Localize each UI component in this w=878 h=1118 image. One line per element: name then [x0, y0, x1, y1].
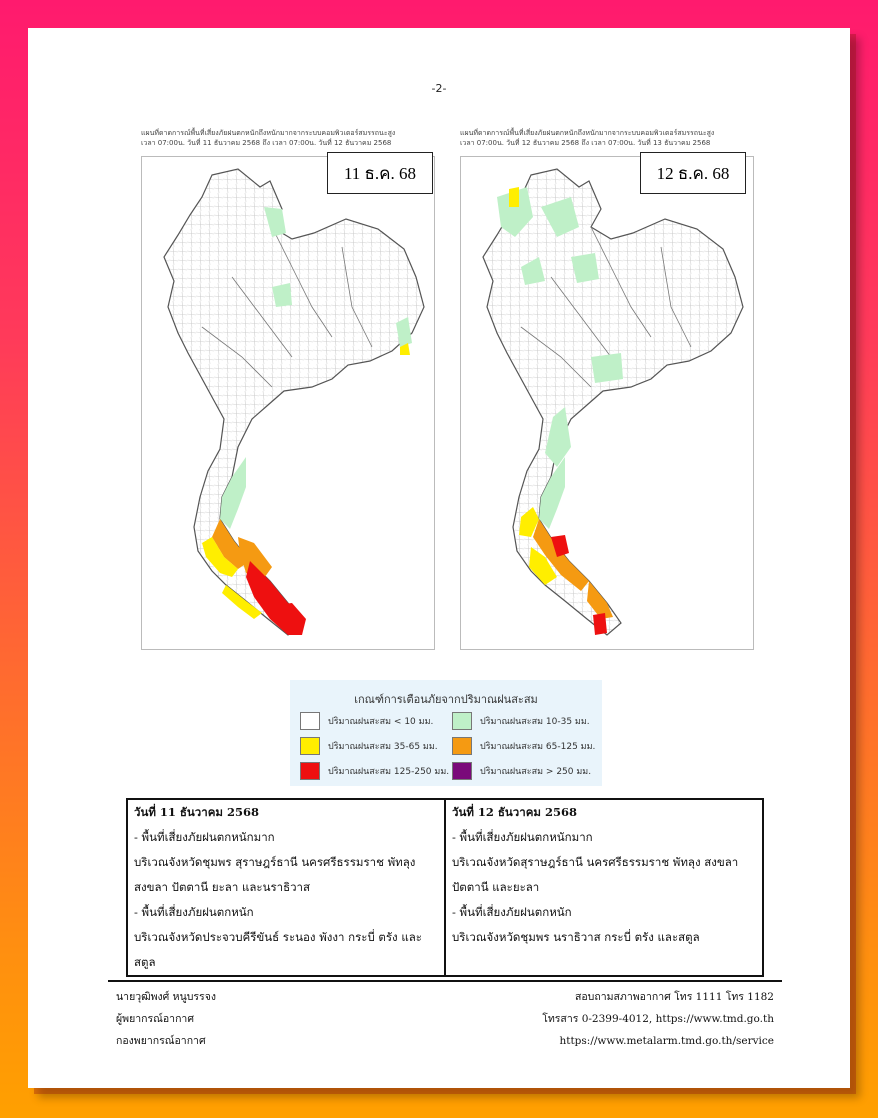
footer-right [542, 986, 774, 1052]
legend-swatch [300, 762, 320, 780]
legend-item: ปริมาณฝนสะสม < 10 มม. [300, 712, 433, 730]
day1-cell: วันที่ 11 ธันวาคม 2568 - พื้นที่เสี่ยงภัยฝนตกหนักมาก บริเวณจังหวัดชุมพร สุราษฎร์ธานี นครศรีธรรมราช พัทลุง สงขลา ปัตตานี ยะลา และนราธิวาส - พื้นที่เสี่ยงภัยฝนตกหนัก บริเวณจังหวัดประจวบคีรีขันธ์ ระนอง พังงา กระบี่ ตรัง และ สตูล [127, 799, 445, 976]
day2-cell: วันที่ 12 ธันวาคม 2568 - พื้นที่เสี่ยงภัยฝนตกหนักมาก บริเวณจังหวัดสุราษฎร์ธานี นครศรีธรรมราช พัทลุง สงขลา ปัตตานี และยะลา - พื้นที่เสี่ยงภัยฝนตกหนัก บริเวณจังหวัดชุมพร นราธิวาส กระบี่ ตรัง และสตูล [445, 799, 763, 976]
fax-website-text: โทรสาร 0-2399-4012, https://www.tmd.go.th [542, 1013, 774, 1025]
map-frame [460, 156, 754, 650]
map-caption: แผนที่ดาดการณ์พื้นที่เสี่ยงภัยฝนตกหนักถึงหนักมากจากระบบคอมพิวเตอร์สมรรถนะสูง เวลา 07:00น. วันที่ 11 ธันวาคม 2568 ถึง เวลา 07:00น. วันที่ 12 ธันวาคม 2568 [141, 129, 396, 147]
rainfall-legend [290, 680, 602, 786]
forecast-map-day2 [460, 128, 752, 648]
legend-item: ปริมาณฝนสะสม 35-65 มม. [300, 737, 438, 755]
forecaster-role: ผู้พยากรณ์อากาศ [116, 1013, 194, 1025]
footer-divider [108, 980, 782, 982]
hotline-text: สอบถามสภาพอากาศ โทร 1111 โทร 1182 [574, 991, 774, 1003]
legend-swatch [452, 762, 472, 780]
day1-heading: วันที่ 11 ธันวาคม 2568 [134, 805, 259, 819]
legend-title: เกณฑ์การเตือนภัยจากปริมาณฝนสะสม [354, 693, 538, 706]
legend-swatch [300, 737, 320, 755]
forecast-table [126, 798, 764, 977]
forecast-map-day1 [141, 128, 433, 648]
thailand-map-image [461, 157, 753, 649]
division-name: กองพยากรณ์อากาศ [116, 1035, 206, 1047]
date-label-box: 11 ธ.ค. 68 [327, 152, 433, 194]
map-frame [141, 156, 435, 650]
day2-heading: วันที่ 12 ธันวาคม 2568 [452, 805, 577, 819]
legend-swatch [452, 712, 472, 730]
legend-item: ปริมาณฝนสะสม 10-35 มม. [452, 712, 590, 730]
legend-item: ปริมาณฝนสะสม > 250 มม. [452, 762, 591, 780]
date-label-box: 12 ธ.ค. 68 [640, 152, 746, 194]
page-number: -2- [431, 82, 447, 95]
footer-left [116, 986, 216, 1052]
legend-swatch [300, 712, 320, 730]
table-row [127, 799, 763, 976]
legend-swatch [452, 737, 472, 755]
document-page [28, 28, 850, 1088]
forecaster-name: นายวุฒิพงศ์ หนูบรรจง [116, 991, 216, 1003]
legend-item: ปริมาณฝนสะสม 125-250 มม. [300, 762, 449, 780]
map-caption: แผนที่ดาดการณ์พื้นที่เสี่ยงภัยฝนตกหนักถึงหนักมากจากระบบคอมพิวเตอร์สมรรถนะสูง เวลา 07:00น. วันที่ 12 ธันวาคม 2568 ถึง เวลา 07:00น. วันที่ 13 ธันวาคม 2568 [460, 129, 715, 147]
thailand-map-image [142, 157, 434, 649]
service-url[interactable]: https://www.metalarm.tmd.go.th/service [559, 1035, 774, 1047]
legend-item: ปริมาณฝนสะสม 65-125 มม. [452, 737, 595, 755]
